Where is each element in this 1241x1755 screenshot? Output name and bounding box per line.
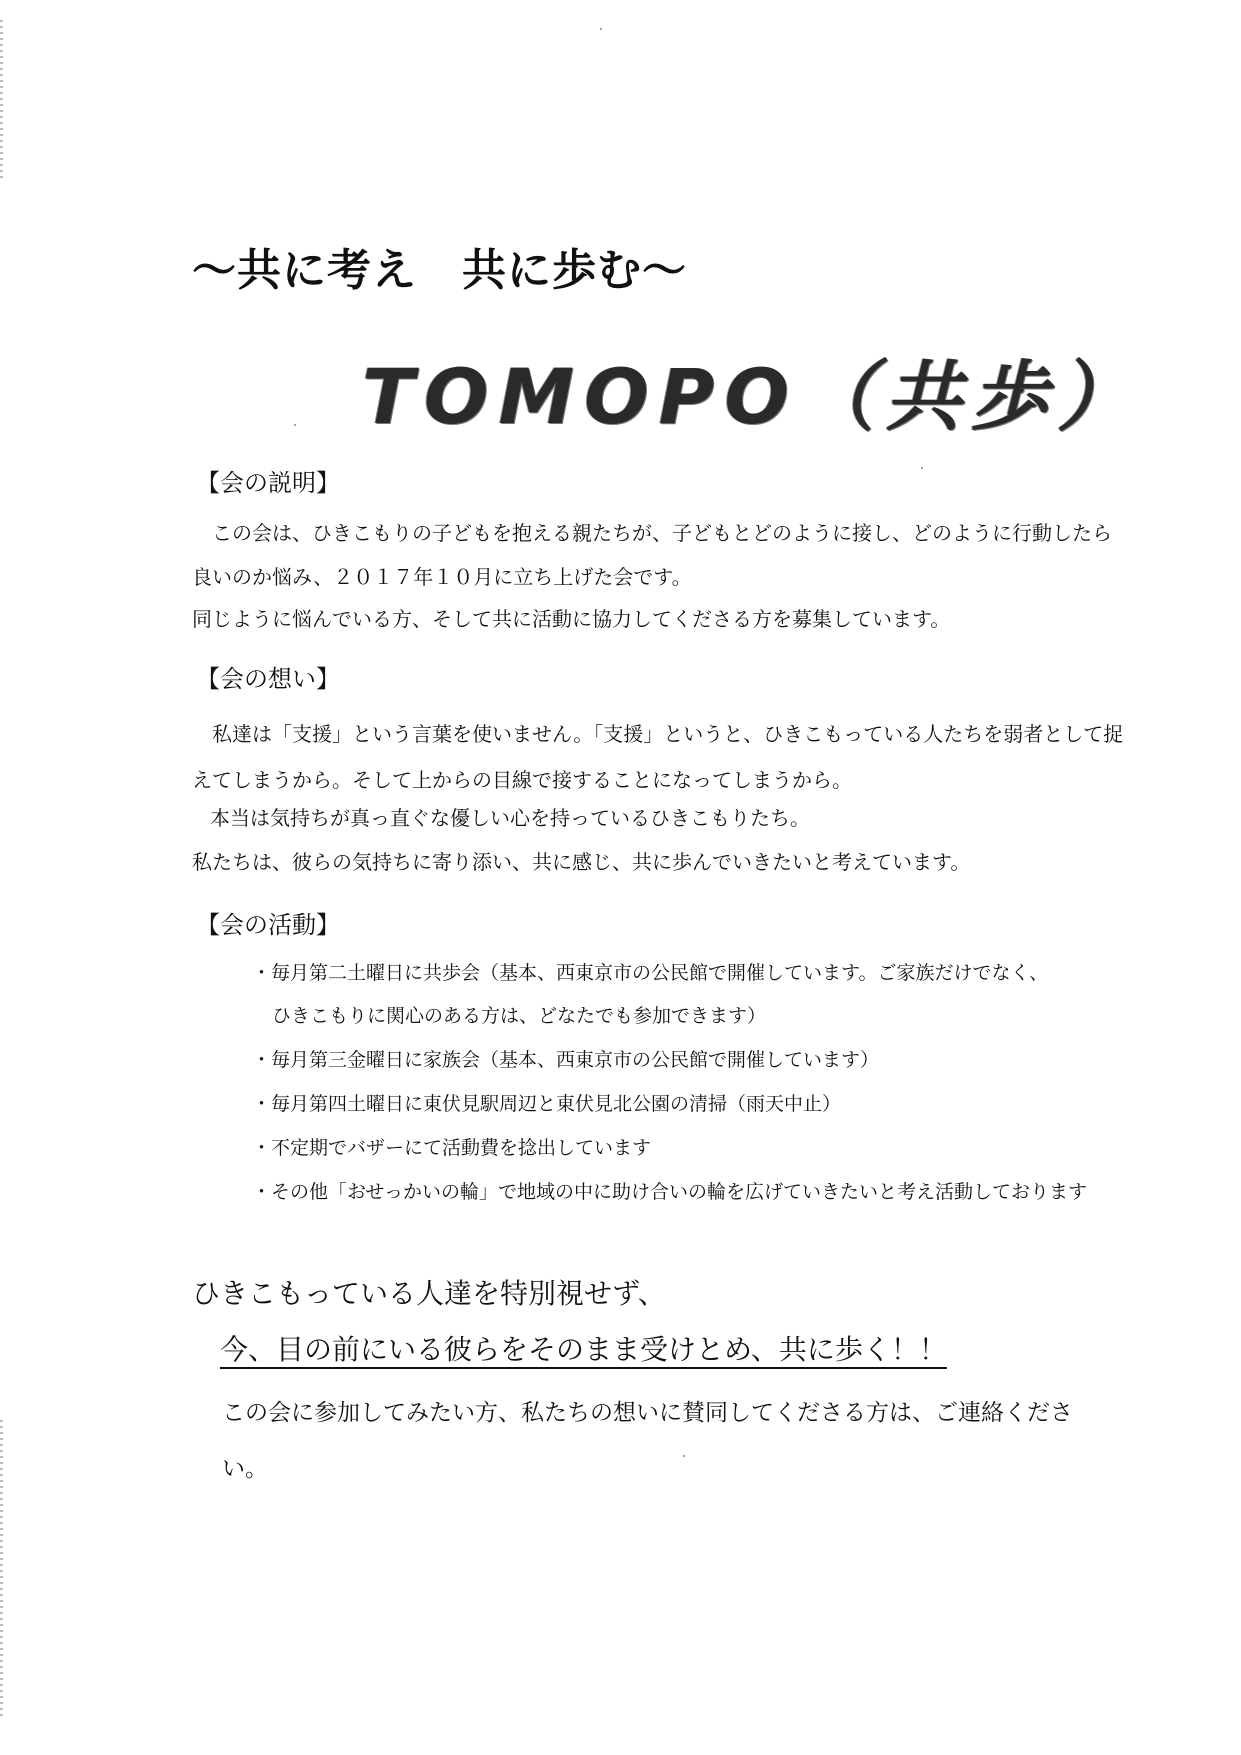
thoughts-line-2: えてしまうから。そして上からの目線で接することになってしまうから。 bbox=[192, 768, 852, 792]
scan-speck bbox=[600, 28, 602, 30]
section-heading-about: 【会の説明】 bbox=[196, 469, 340, 497]
scan-speck bbox=[294, 424, 296, 426]
scan-speck bbox=[921, 467, 923, 469]
thoughts-line-3: 本当は気持ちが真っ直ぐな優しい心を持っているひきこもりたち。 bbox=[210, 806, 810, 830]
activity-item: ・毎月第三金曜日に家族会（基本、西東京市の公民館で開催しています） bbox=[252, 1049, 880, 1071]
invite-line-2: い。 bbox=[222, 1456, 268, 1482]
scan-edge-mark bbox=[0, 1420, 3, 1720]
closing-line-2: 今、目の前にいる彼らをそのまま受けとめ、共に歩く！！ bbox=[220, 1333, 947, 1366]
activity-item-continued: ひきこもりに関心のある方は、どなたでも参加できます） bbox=[272, 1005, 767, 1027]
invite-line-1: この会に参加してみたい方、私たちの想いに賛同してくださる方は、ご連絡くださ bbox=[222, 1400, 1073, 1426]
brand-title: TOMOPO（共歩） bbox=[362, 352, 1143, 441]
activity-item: ・その他「おせっかいの輪」で地域の中に助け合いの輪を広げていきたいと考え活動しております bbox=[252, 1181, 1088, 1203]
about-line-1: この会は、ひきこもりの子どもを抱える親たちが、子どもとどのように接し、どのように行動したら bbox=[212, 521, 1112, 545]
scan-edge-mark bbox=[0, 20, 3, 180]
section-heading-thoughts: 【会の想い】 bbox=[196, 665, 340, 693]
tagline: ～共に考え 共に歩む～ bbox=[192, 245, 687, 296]
closing-line-1: ひきこもっている人達を特別視せず、 bbox=[192, 1277, 666, 1310]
thoughts-line-1: 私達は「支援」という言葉を使いません。「支援」というと、ひきこもっている人たちを弱者として捉 bbox=[212, 722, 1124, 746]
activity-item: ・不定期でバザーにて活動費を捻出しています bbox=[252, 1137, 652, 1159]
section-heading-activities: 【会の活動】 bbox=[196, 911, 340, 939]
thoughts-line-4: 私たちは、彼らの気持ちに寄り添い、共に感じ、共に歩んでいきたいと考えています。 bbox=[192, 850, 971, 874]
scan-speck bbox=[683, 1455, 685, 1457]
about-line-3: 同じように悩んでいる方、そして共に活動に協力してくださる方を募集しています。 bbox=[192, 607, 951, 631]
activity-item: ・毎月第四土曜日に東伏見駅周辺と東伏見北公園の清掃（雨天中止） bbox=[252, 1093, 842, 1115]
activity-item: ・毎月第二土曜日に共歩会（基本、西東京市の公民館で開催しています。ご家族だけでなく、 bbox=[252, 962, 1049, 984]
about-line-2: 良いのか悩み、２０１７年１０月に立ち上げた会です。 bbox=[192, 565, 692, 589]
